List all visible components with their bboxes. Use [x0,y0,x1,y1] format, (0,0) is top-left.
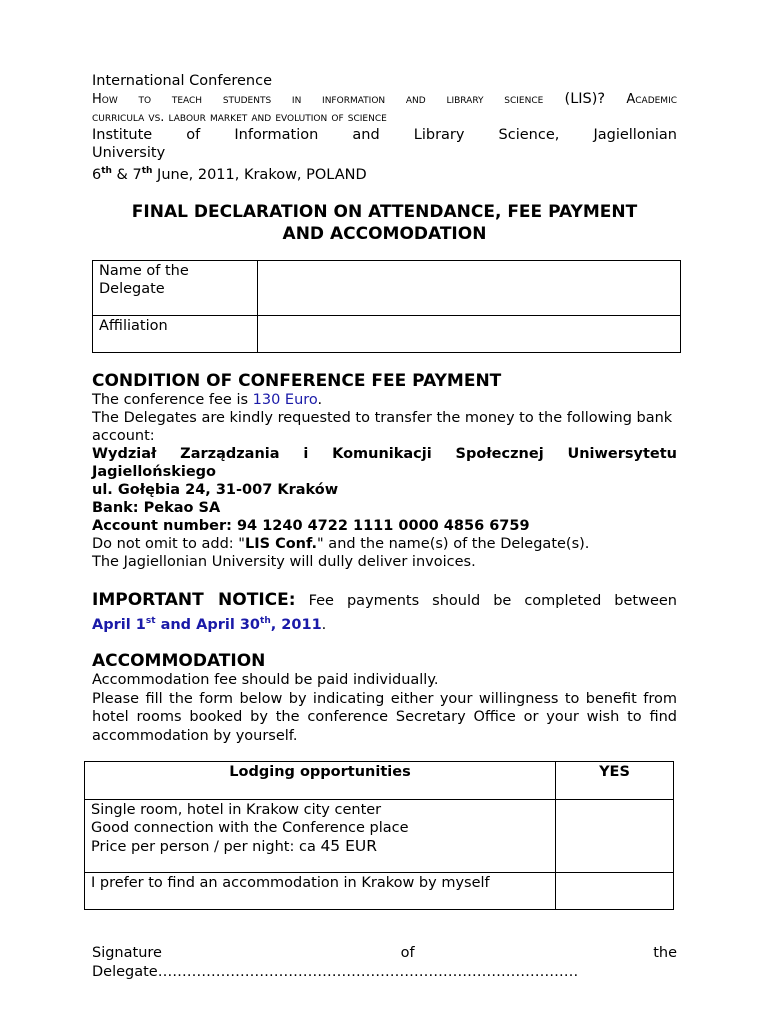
signature-line1: Signature of the [92,945,677,961]
table-row [93,261,681,316]
table-row [85,800,674,873]
accommodation-line2: Please fill the form below by indicating either your willingness to benefit from hotel rooms booked by the conference Secretary Office or your wish to find accommodation by yourself. [92,690,677,744]
transfer-text: The Delegates are kindly requested to transfer the money to the following bank account: [92,410,673,444]
important-notice: IMPORTANT NOTICE: Fee payments should be completed between April 1st and April 30th, 2011. [92,590,677,633]
bank-name-line1: Wydział Zarządzania i Komunikacji Społecznej Uniwersytetu [92,446,677,462]
accommodation-heading: ACCOMMODATION [92,651,266,671]
lodging-table [84,761,674,910]
account-number: Account number: 94 1240 4722 1111 0000 4856 6759 [92,518,530,534]
signature-line[interactable]: Delegate…………………………………………………………………………… [92,964,579,980]
conference-header [92,72,677,184]
lodging-col-header: Lodging opportunities [85,762,556,800]
table-row [85,762,674,800]
table-row [93,316,681,353]
conference-date: 6th & 7th June, 2011, Krakow, POLAND [92,166,367,183]
hotel-yes-cell[interactable] [556,800,674,873]
fee-heading: CONDITION OF CONFERENCE FEE PAYMENT [92,371,502,391]
conference-label: International Conference [92,73,273,89]
omit-note: Do not omit to add: "LIS Conf." and the name(s) of the Delegate(s). [92,536,590,552]
accommodation-section [92,651,677,745]
delegate-table [92,260,681,353]
bank-name: Bank: Pekao SA [92,500,221,516]
institute-line2: University [92,145,166,161]
declaration-title: FINAL DECLARATION ON ATTENDANCE, FEE PAYMENT AND ACCOMODATION [131,202,638,244]
bank-name-line2: Jagiellońskiego [92,464,217,480]
institute-line1: Institute of Information and Library Science, Jagiellonian [92,127,677,143]
bank-address: ul. Gołębia 24, 31-007 Kraków [92,482,339,498]
fee-amount-line: The conference fee is 130 Euro. [92,392,323,408]
yes-col-header: YES [556,762,674,800]
delegate-name-label: Name of the Delegate [93,261,258,316]
delegate-name-field[interactable] [258,261,681,316]
affiliation-label: Affiliation [93,316,258,353]
table-row [85,873,674,910]
invoices-note: The Jagiellonian University will dully deliver invoices. [92,554,476,570]
self-accommodation-option: I prefer to find an accommodation in Krakow by myself [85,873,556,910]
self-yes-cell[interactable] [556,873,674,910]
signature-block [92,944,677,982]
conference-title-line1: How to teach students in information and library science (LIS)? Academic [92,91,678,107]
accommodation-line1: Accommodation fee should be paid individually. [92,672,439,688]
affiliation-field[interactable] [258,316,681,353]
fee-section [92,371,677,571]
hotel-option: Single room, hotel in Krakow city center Good connection with the Conference place Price per person / per night: ca 45 EUR [85,800,556,873]
conference-title-line2: curricula vs. labour market and evolution of science [92,110,387,125]
